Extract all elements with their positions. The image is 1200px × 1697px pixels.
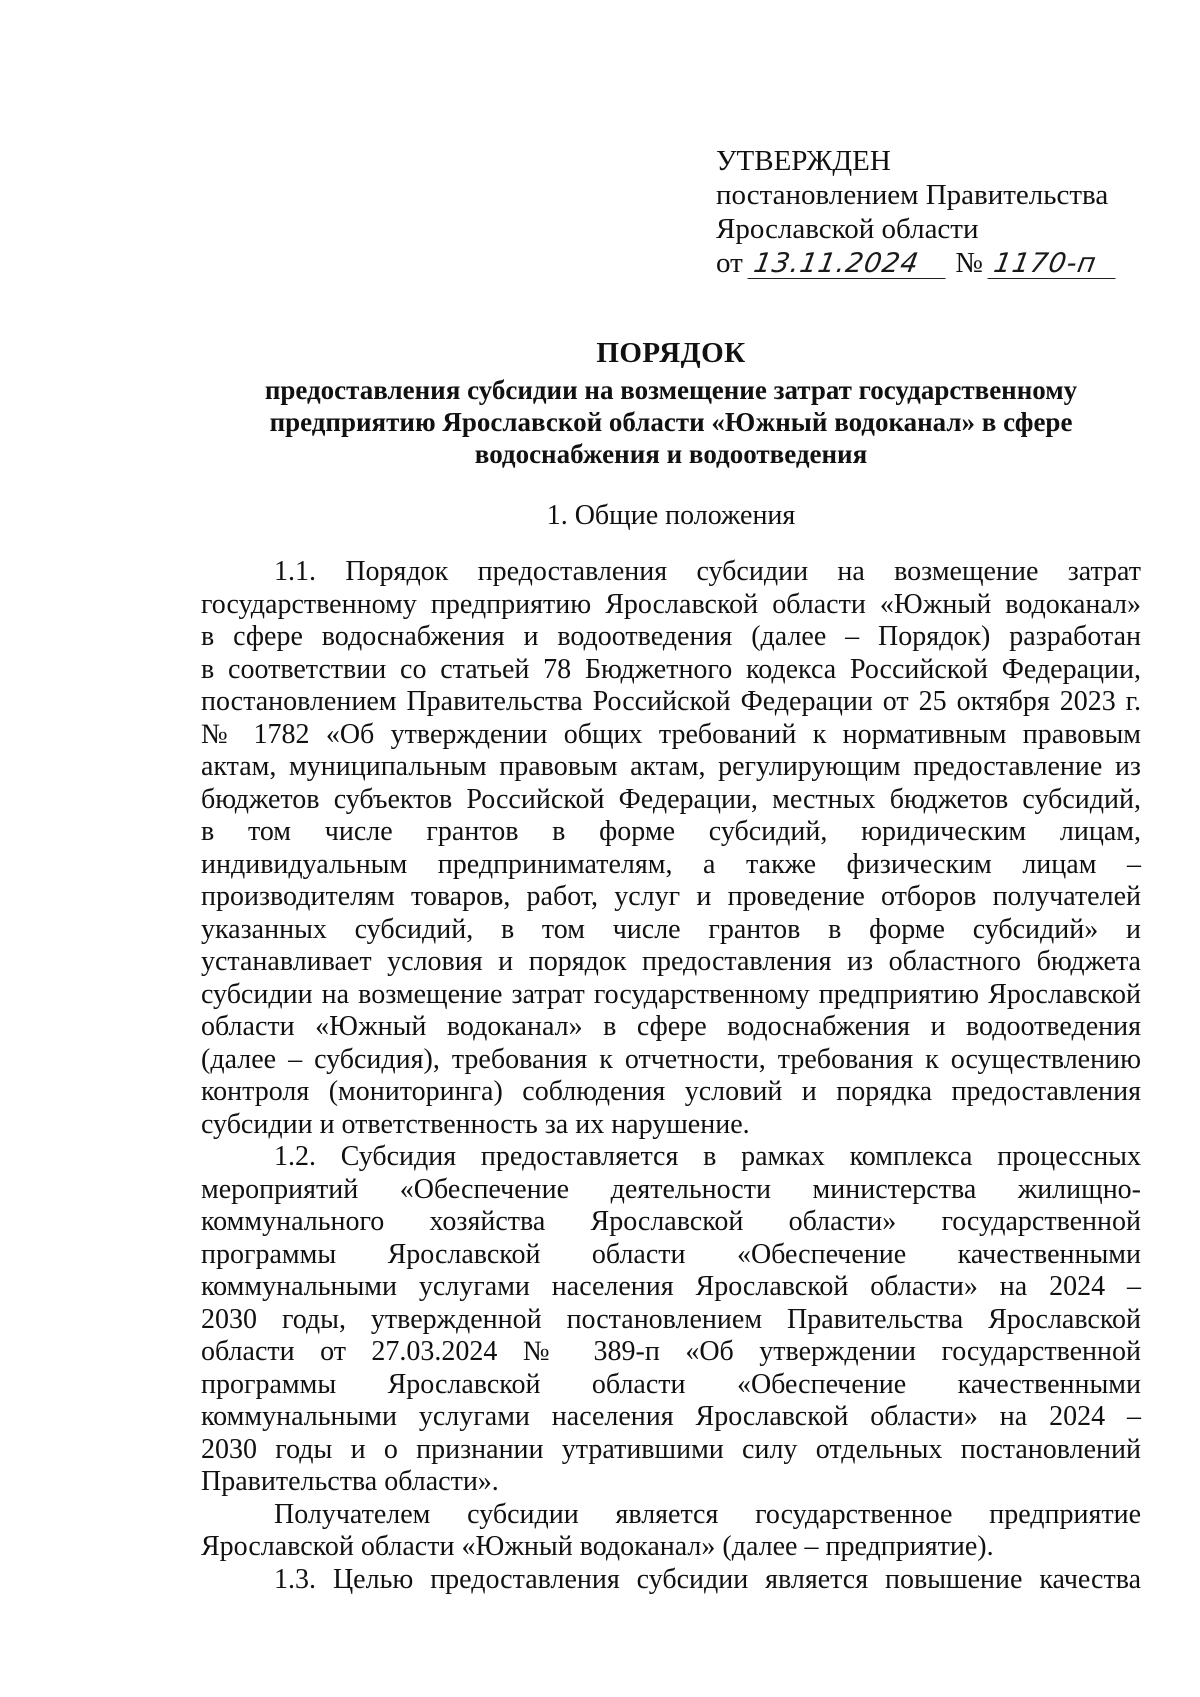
document-title-block [200,336,1142,470]
paragraph-line: коммунальными услугами населения Ярославской области» на 2024 – [201,1401,1141,1432]
paragraph-line: актам, муниципальным правовым актам, регулирующим предоставление из [201,751,1141,782]
paragraph [201,556,1141,1141]
paragraph-line: 1.3. Целью предоставления субсидии является повышение качества [274,1563,1141,1595]
paragraph-line: Правительства области». [201,1466,499,1497]
approval-date-number-line [716,246,1156,280]
paragraph-line: коммунального хозяйства Ярославской области» государственной [201,1206,1141,1237]
paragraph-line: коммунальными услугами населения Ярославской области» на 2024 – [201,1271,1141,1302]
paragraph-line: устанавливает условия и порядок предоставления из областного бюджета [201,946,1141,977]
paragraph-line: (далее – субсидия), требования к отчетности, требования к осуществлению [201,1043,1141,1075]
paragraph-line: мероприятий «Обеспечение деятельности министерства жилищно- [201,1173,1141,1205]
approval-stamp-block [716,144,1156,280]
paragraph-line: в соответствии со статьей 78 Бюджетного кодекса Российской Федерации, [201,653,1141,685]
paragraph-line: государственному предприятию Ярославской области «Южный водоканал» [201,588,1141,620]
paragraph-line: в том числе грантов в форме субсидий, юридическим лицам, [201,816,1141,847]
paragraph-line: программы Ярославской области «Обеспечение качественными [201,1368,1141,1400]
document-title: ПОРЯДОК [596,337,746,369]
paragraph [201,1499,1141,1564]
paragraph-line: 1.1. Порядок предоставления субсидии на возмещение затрат [274,556,1141,587]
paragraph-line: указанных субсидий, в том числе грантов в форме субсидий» и [201,913,1141,945]
approval-number-sign: № [955,247,983,279]
subtitle-line: водоснабжения и водоотведения [474,439,868,469]
subtitle-line: предприятию Ярославской области «Южный водоканал» в сфере [269,407,1073,437]
paragraph-line: бюджетов субъектов Российской Федерации, местных бюджетов субсидий, [201,783,1141,815]
handwritten-date: 13.11.2024 [747,250,950,279]
paragraph-line: индивидуальным предпринимателям, а также физическим лицам – [201,848,1141,880]
paragraph-line: в сфере водоснабжения и водоотведения (далее – Порядок) разработан [201,621,1141,652]
document-body [201,556,1141,1596]
paragraph-line: Ярославской области «Южный водоканал» (далее – предприятие). [201,1531,994,1562]
paragraph-line: программы Ярославской области «Обеспечение качественными [201,1238,1141,1270]
approval-region: Ярославской области [716,213,979,245]
paragraph [201,1564,1141,1597]
paragraph-line: субсидии и ответственность за их нарушение. [201,1108,750,1140]
paragraph-line: 2030 годы и о признании утратившими силу отдельных постановлений [201,1433,1141,1465]
paragraph-line: 1.2. Субсидия предоставляется в рамках комплекса процессных [274,1141,1141,1172]
approval-status: УТВЕРЖДЕН [716,145,891,177]
paragraph-line: Получателем субсидии является государственное предприятие [274,1498,1141,1530]
paragraph-line: постановлением Правительства Российской Федерации от 25 октября 2023 г. [201,686,1141,717]
approval-from-prefix: от [716,247,743,279]
paragraph-line: области «Южный водоканал» в сфере водоснабжения и водоотведения [201,1011,1141,1042]
paragraph-line: субсидии на возмещение затрат государственному предприятию Ярославской [201,978,1141,1010]
approval-authority: постановлением Правительства [716,179,1109,211]
paragraph [201,1141,1141,1499]
paragraph-line: области от 27.03.2024 № 389-п «Об утверждении государственной [201,1336,1141,1367]
document-subtitle [200,374,1142,470]
handwritten-number: 1170-п [988,250,1121,279]
paragraph-line: № 1782 «Об утверждении общих требований к нормативным правовым [201,718,1141,750]
paragraph-line: 2030 годы, утвержденной постановлением Правительства Ярославской [201,1303,1141,1335]
section-heading: 1. Общие положения [546,500,796,531]
subtitle-line: предоставления субсидии на возмещение затрат государственному [264,375,1078,405]
paragraph-line: производителям товаров, работ, услуг и проведение отборов получателей [201,881,1141,912]
paragraph-line: контроля (мониторинга) соблюдения условий и порядка предоставления [201,1076,1141,1107]
